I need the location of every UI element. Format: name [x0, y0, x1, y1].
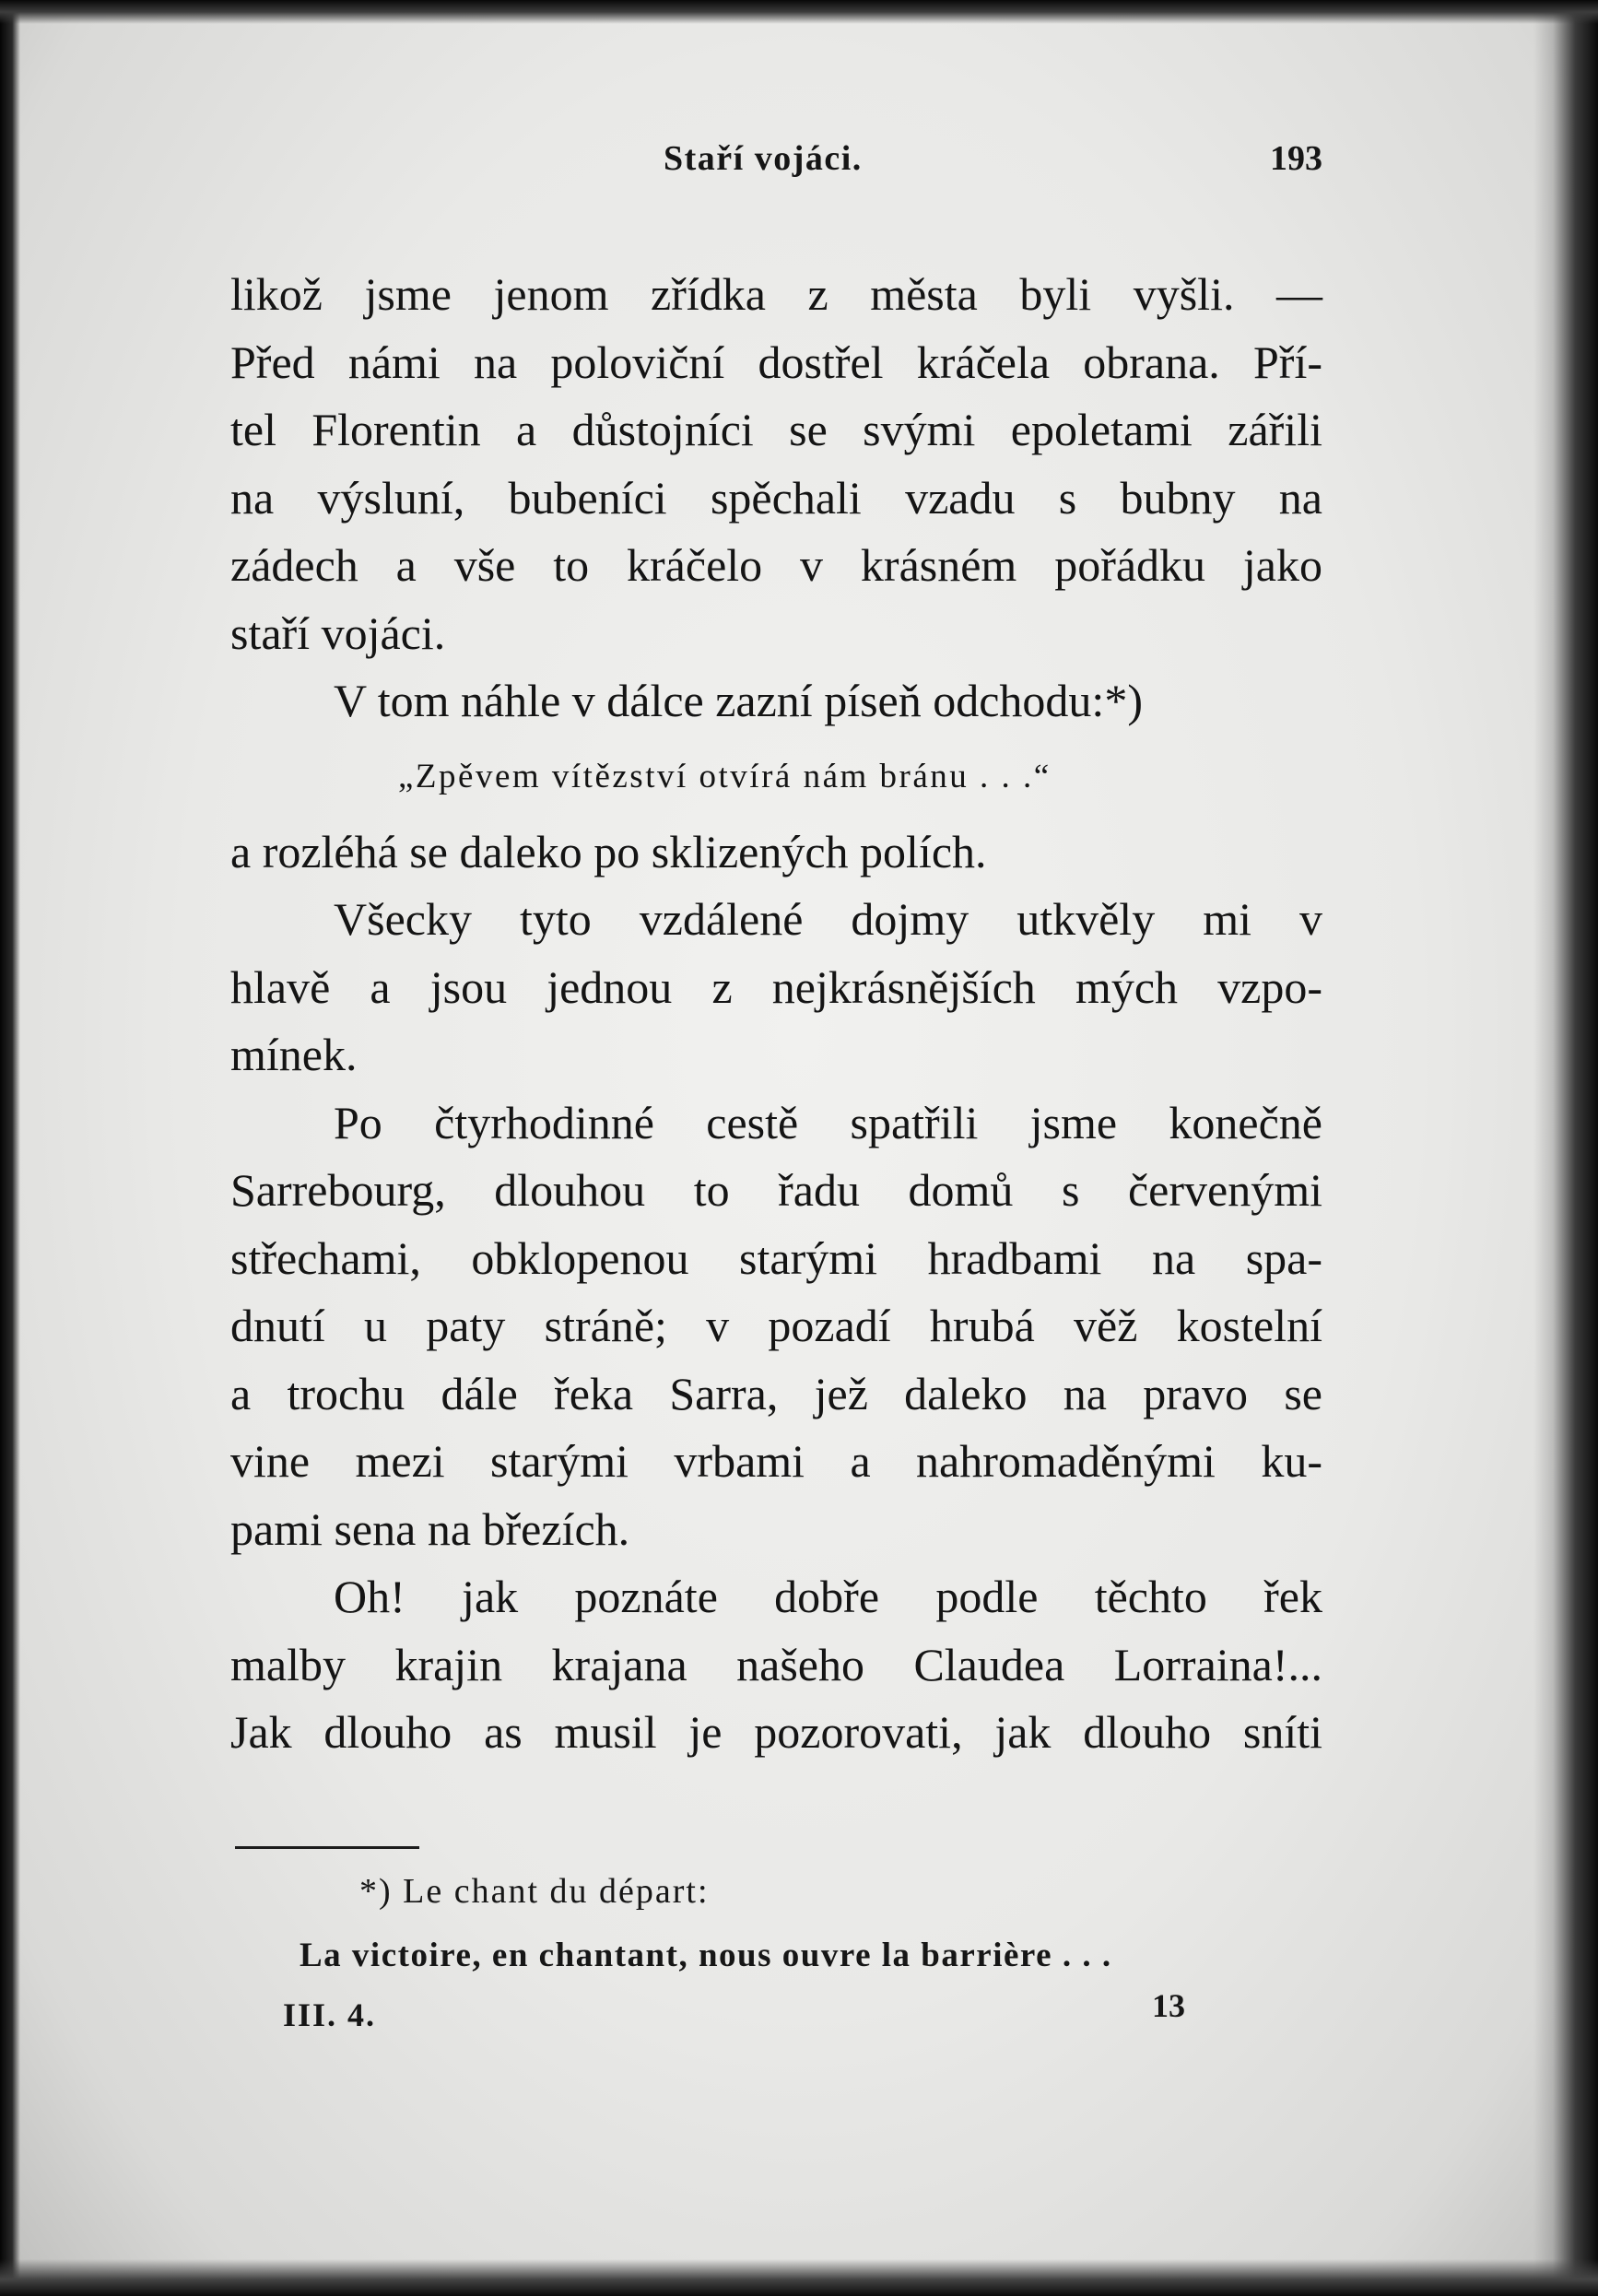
- text-line: Oh! jak poznáte dobře podle těchto řek: [334, 1571, 1322, 1622]
- scan-edge-left: [0, 0, 20, 2296]
- scan-edge-top: [0, 0, 1598, 24]
- page-header: [230, 138, 1322, 194]
- sheet-number: 13: [1152, 1987, 1185, 2024]
- text-line: pami sena na březích.: [230, 1502, 630, 1555]
- text-line: hlavě a jsou jednou z nejkrásnějších mých vzpo-: [230, 960, 1322, 1013]
- text-line: Všecky tyto vzdálené dojmy utkvěly mi v: [334, 893, 1322, 945]
- text-line: dnutí u paty stráně; v pozadí hrubá věž kostelní: [230, 1300, 1322, 1351]
- text-line: zádech a vše to kráčelo v krásném pořádku jako: [230, 539, 1322, 591]
- footnote-verse-line: La victoire, en chantant, nous ouvre la barrière . . .: [300, 1937, 1112, 1974]
- text-line: Před námi na poloviční dostřel kráčela obrana. Pří-: [230, 336, 1322, 388]
- text-line: malby krajin krajana našeho Claudea Lorraina!...: [230, 1638, 1322, 1690]
- text-line: vine mezi starými vrbami a nahromaděnými ku-: [230, 1435, 1322, 1487]
- page-number: 193: [1270, 139, 1322, 178]
- text-line: a rozléhá se daleko po sklizených polích.: [230, 825, 987, 877]
- text-line: Sarrebourg, dlouhou to řadu domů s červenými: [230, 1164, 1322, 1216]
- footnote-divider: [235, 1846, 419, 1849]
- text-line: tel Florentin a důstojníci se svými epoletami zářili: [230, 404, 1322, 455]
- text-line: Po čtyrhodinné cestě spatřili jsme konečně: [334, 1096, 1322, 1148]
- scan-edge-right: [1533, 0, 1598, 2296]
- body-text: [230, 261, 1322, 1767]
- text-line: staří vojáci.: [230, 606, 446, 659]
- quoted-verse: „Zpěvem vítězství otvírá nám bránu . . .“: [398, 757, 1052, 795]
- text-line: na výsluní, bubeníci spěchali vzadu s bubny na: [230, 471, 1322, 524]
- text-line: a trochu dále řeka Sarra, jež daleko na pravo se: [230, 1367, 1322, 1419]
- footnote-marker-line: *) Le chant du départ:: [359, 1872, 710, 1911]
- text-line: likož jsme jenom zřídka z města byli vyšli. —: [230, 268, 1322, 320]
- running-title: Staří vojáci.: [664, 139, 863, 178]
- text-line: V tom náhle v dálce zazní píseň odchodu:*): [334, 675, 1143, 726]
- text-line: mínek.: [230, 1029, 358, 1080]
- signature-mark: III. 4.: [283, 1996, 377, 2033]
- scan-edge-bottom: [0, 2259, 1598, 2296]
- text-line: střechami, obklopenou starými hradbami na spa-: [230, 1231, 1322, 1284]
- text-line: Jak dlouho as musil je pozorovati, jak dlouho sníti: [230, 1706, 1322, 1758]
